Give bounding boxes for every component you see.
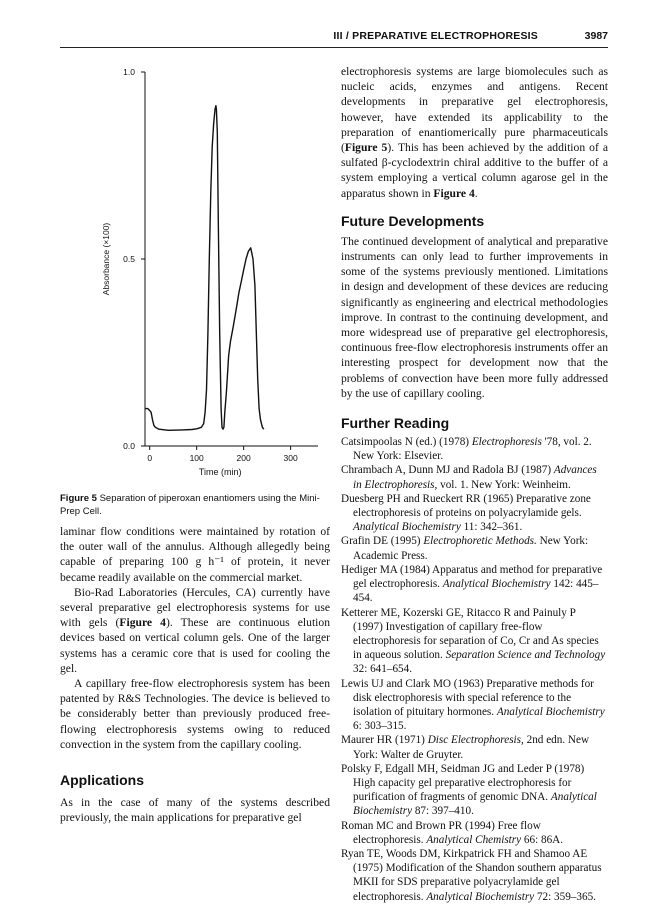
- page-number: 3987: [584, 30, 608, 42]
- figure-caption-label: Figure 5: [60, 493, 97, 504]
- reference-authors: Grafin DE (1995): [341, 535, 424, 548]
- reference-journal: Analytical Biochemistry: [496, 705, 605, 718]
- reference-details: 6: 303–315.: [353, 720, 407, 733]
- paragraph-bio-rad-text-a: Bio-Rad Laboratories (Hercules, CA) currently have several preparative gel electrophoresis systems for use with gels (: [60, 585, 330, 630]
- reference-item: [341, 534, 608, 562]
- reference-authors: Polsky F, Edgall MH, Seidman JG and Leder P (1978) High capacity gel preparative electrophoresis for purification of fragments of genomic DNA.: [341, 762, 585, 804]
- reference-authors: Roman MC and Brown PR (1994) Free flow electrophoresis.: [341, 819, 541, 846]
- reference-item: [341, 463, 608, 491]
- reference-authors: Hediger MA (1984) Apparatus and method for preparative gel electrophoresis.: [341, 563, 603, 591]
- reference-details: 11: 342–361.: [460, 521, 523, 534]
- paragraph-laminar-flow: laminar flow conditions were maintained by rotation of the outer wall of the annulus. Although allegedly being capable of preparing 100 g h⁻¹ of protein, it never became readily available on the commercial market.: [60, 525, 330, 584]
- x-axis-label: Time (min): [198, 467, 242, 477]
- reference-journal: Analytical Biochemistry: [426, 890, 535, 903]
- reference-journal: Electrophoresis: [471, 436, 542, 449]
- header-section-title: III / PREPARATIVE ELECTROPHORESIS: [333, 30, 538, 42]
- applications-heading: Applications: [60, 772, 145, 789]
- reference-item: [341, 847, 608, 904]
- left-column: [60, 524, 330, 825]
- y-tick-label: 0.5: [123, 254, 135, 264]
- y-tick-label: 1.0: [123, 67, 135, 77]
- reference-authors: Catsimpoolas N (ed.) (1978): [341, 436, 472, 449]
- reference-journal: Analytical Biochemistry: [353, 791, 597, 818]
- figure-5-reference: Figure 5: [344, 141, 388, 155]
- reference-authors: Duesberg PH and Rueckert RR (1965) Preparative zone electrophoresis of proteins on polyacrylamide gels.: [341, 492, 591, 520]
- right-column: [341, 64, 608, 904]
- reference-authors: Ketterer ME, Kozerski GE, Ritacco R and Painuly P (1997) Investigation of capillary free-flow electrophoresis for separation of Co, Cr and As species in aqueous solution.: [341, 606, 599, 662]
- figure-4-reference-2: Figure 4: [433, 186, 475, 200]
- paragraph-bio-rad: [60, 585, 330, 676]
- reference-details: 66: 86A.: [521, 833, 564, 846]
- x-tick-label: 100: [189, 453, 204, 463]
- reference-item: [341, 677, 608, 734]
- paragraph-applications-text-b: ). This has been achieved by the addition of a sulfated β-cyclodextrin chiral additive to the buffer of a system employing a vertical column agarose gel in the apparatus shown in: [341, 141, 609, 200]
- x-tick-label: 0: [147, 453, 153, 463]
- absorbance-trace-line: [145, 106, 264, 431]
- paragraph-applications-text-a: electrophoresis systems are large biomolecules such as nucleic acids, enzymes and antigens. Recent developments in preparative gel electrophoresis, however, have extended its applicability to the preparation of enantiomerically pure pharmaceuticals (: [341, 65, 608, 155]
- reference-authors: Maurer HR (1971): [341, 734, 428, 747]
- figure-4-reference: Figure 4: [119, 616, 166, 630]
- paragraph-applications-continued: [341, 64, 608, 201]
- reference-details: 142: 445–454.: [353, 578, 599, 605]
- paragraph-future-developments: The continued development of analytical and preparative instruments can only lead to further improvements in some of the systems previously mentioned. Limitations in design and development of these devices are reducing significantly as engineering and electrical methodologies improve. In contrast to the continuing development, and more widespread use of preparative gel electrophoresis, continuous free-flow electrophoresis instruments offer an interesting prospect for development now that the problems of convection have been more fully addressed by the use of capillary cooling.: [341, 234, 608, 400]
- figure-5-chart: [60, 60, 330, 490]
- running-header: [60, 28, 608, 48]
- reference-journal: Disc Electrophoresis: [427, 734, 522, 747]
- reference-journal: Analytical Biochemistry: [353, 521, 461, 534]
- reference-details: , vol. 1. New York: Weinheim.: [434, 478, 571, 491]
- reference-journal: Advances in Electrophoresis: [353, 464, 597, 491]
- y-tick-label: 0.0: [123, 441, 135, 451]
- reference-details: New York: Academic Press.: [353, 535, 589, 562]
- paragraph-applications-text-c: .: [474, 186, 478, 200]
- further-reading-heading: Further Reading: [341, 415, 450, 432]
- reference-authors: Ryan TE, Woods DM, Kirkpatrick FH and Shamoo AE (1975) Modification of the Shandon southern apparatus MKII for SDS preparative polyacrylamide gel electrophoresis.: [341, 847, 602, 903]
- reference-item: [341, 606, 608, 677]
- reference-item: [341, 762, 608, 819]
- reference-item: [341, 819, 608, 847]
- reference-authors: Chrambach A, Dunn MJ and Radola BJ (1987): [341, 464, 554, 477]
- reference-authors: Lewis UJ and Clark MO (1963) Preparative methods for disk electrophoresis with special reference to the isolation of pituitary hormones.: [341, 677, 594, 718]
- reference-item: [341, 563, 608, 606]
- reference-details: , 2nd edn. New York: Walter de Gruyter.: [353, 734, 590, 761]
- reference-journal: Separation Science and Technology: [445, 649, 606, 662]
- reference-details: '78, vol. 2. New York: Elsevier.: [353, 436, 592, 463]
- paragraph-applications: As in the case of many of the systems described previously, the main applications for preparative gel: [60, 796, 330, 825]
- reference-journal: Analytical Biochemistry: [442, 578, 551, 591]
- chart-svg: [60, 60, 330, 490]
- reference-item: [341, 435, 608, 463]
- reference-list: [341, 435, 608, 904]
- y-axis-label: Absorbance (×100): [101, 222, 111, 296]
- reference-details: 72: 359–365.: [534, 890, 596, 903]
- reference-journal: Electrophoretic Methods.: [423, 535, 537, 548]
- x-tick-label: 200: [236, 453, 251, 463]
- future-developments-heading: Future Developments: [341, 212, 485, 229]
- reference-details: 32: 641–654.: [353, 663, 413, 676]
- reference-journal: Analytical Chemistry: [426, 833, 522, 846]
- figure-caption: [60, 492, 330, 518]
- reference-details: 87: 397–410.: [412, 805, 474, 818]
- paragraph-bio-rad-text-b: ). These are continuous elution devices based on vertical column gels. One of the larger systems has a ceramic core that is used for cooling the gel.: [60, 616, 330, 675]
- reference-item: [341, 733, 608, 761]
- reference-item: [341, 492, 608, 535]
- x-tick-label: 300: [283, 453, 298, 463]
- figure-caption-text: Separation of piperoxan enantiomers using the Mini-Prep Cell.: [60, 493, 320, 517]
- paragraph-capillary: A capillary free-flow electrophoresis system has been patented by R&S Technologies. The device is believed to be considerably better than previously produced free-flowing electrophoresis systems owing to reduced convection in the system from the capillary cooling.: [60, 677, 330, 751]
